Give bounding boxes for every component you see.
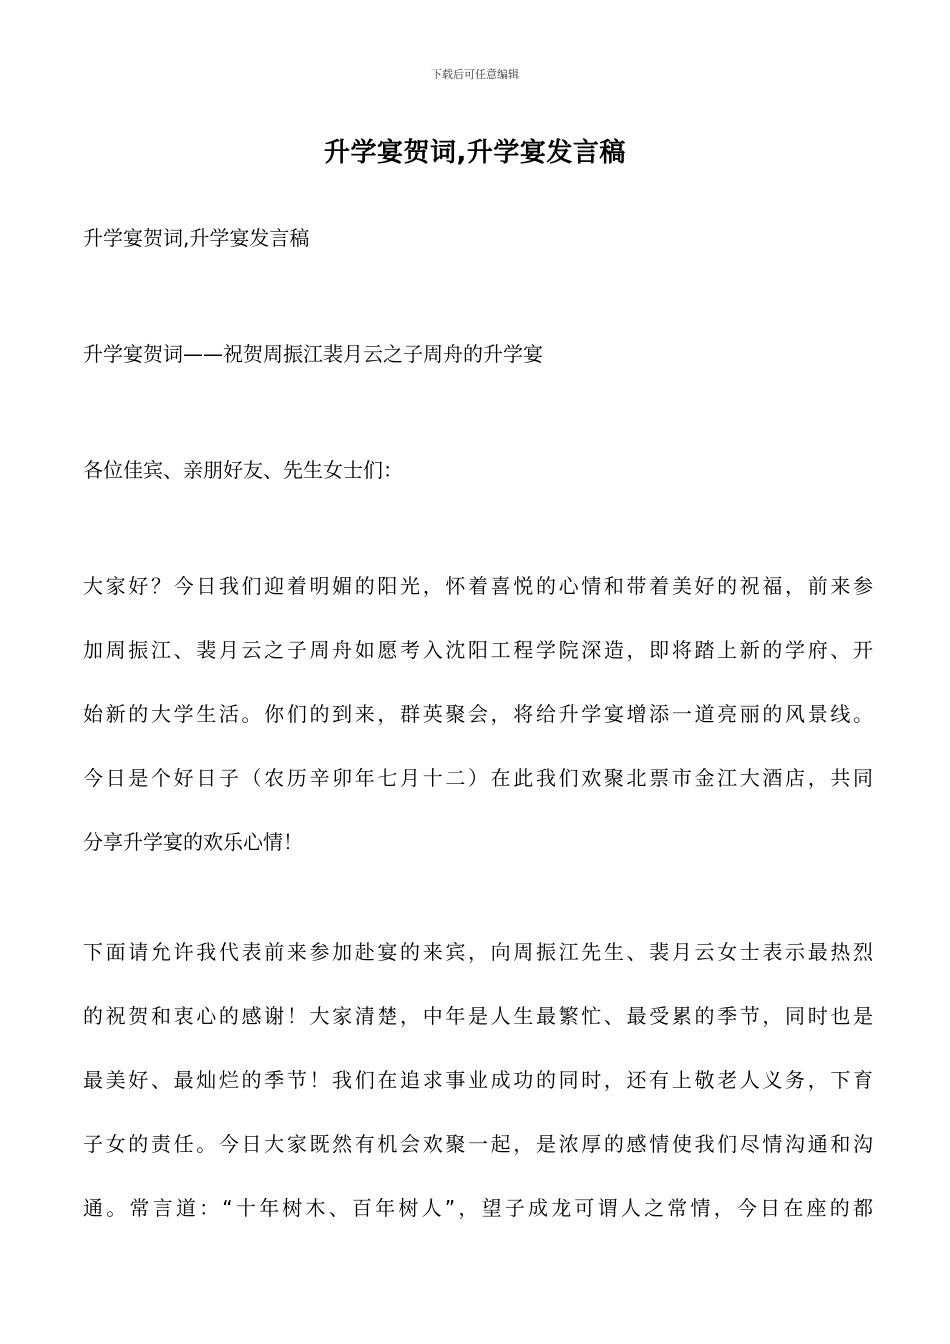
paragraph-2-line: 最美好、最灿烂的季节！我们在追求事业成功的同时，还有上敬老人义务，下育 [83, 1068, 873, 1092]
paragraph-2-line: 通。常言道：“十年树木、百年树人”，望子成龙可谓人之常情，今日在座的都 [83, 1196, 873, 1220]
dedication-line: 升学宴贺词——祝贺周振江裴月云之子周舟的升学宴 [83, 342, 543, 366]
greeting-line: 各位佳宾、亲朋好友、先生女士们： [83, 458, 403, 482]
document-subtitle: 升学宴贺词,升学宴发言稿 [83, 226, 310, 250]
paragraph-2-line: 子女的责任。今日大家既然有机会欢聚一起，是浓厚的感情使我们尽情沟通和沟 [83, 1132, 873, 1156]
document-title: 升学宴贺词,升学宴发言稿 [324, 138, 626, 168]
paragraph-1-line: 加周振江、裴月云之子周舟如愿考入沈阳工程学院深造，即将踏上新的学府、开 [83, 638, 873, 662]
paragraph-1-line: 始新的大学生活。你们的到来，群英聚会，将给升学宴增添一道亮丽的风景线。 [83, 702, 873, 726]
paragraph-1 [83, 554, 873, 874]
header-note: 下载后可任意编辑 [431, 68, 519, 81]
paragraph-1-line: 大家好？今日我们迎着明媚的阳光，怀着喜悦的心情和带着美好的祝福，前来参 [83, 574, 873, 598]
paragraph-1-line: 分享升学宴的欢乐心情！ [83, 830, 303, 854]
paragraph-2-line: 的祝贺和衷心的感谢！大家清楚，中年是人生最繁忙、最受累的季节，同时也是 [83, 1004, 873, 1028]
paragraph-2-line: 下面请允许我代表前来参加赴宴的来宾，向周振江先生、裴月云女士表示最热烈 [83, 940, 873, 964]
paragraph-1-line: 今日是个好日子（农历辛卯年七月十二）在此我们欢聚北票市金江大酒店，共同 [83, 766, 873, 790]
paragraph-2 [83, 920, 873, 1240]
